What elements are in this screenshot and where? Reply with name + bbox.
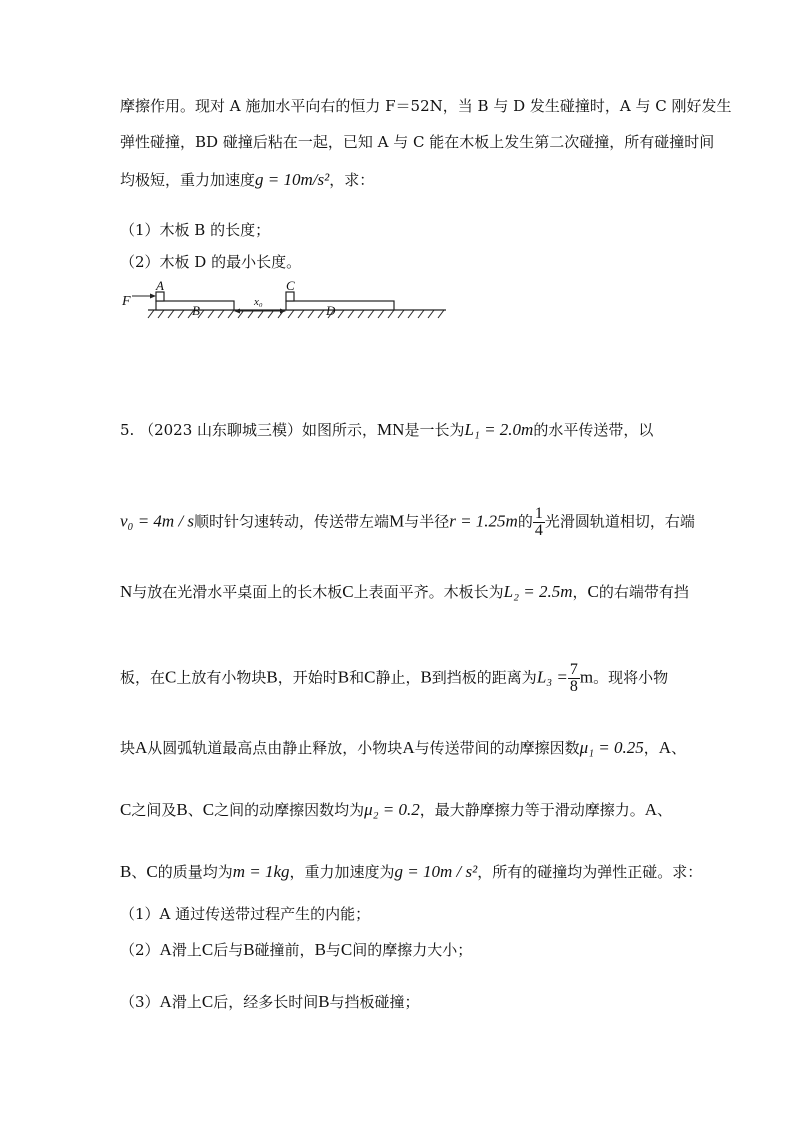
p5-line-5: 块A从圆弧轨道最高点由静止释放，小物块A与传送带间的动摩擦因数μ₁ = 0.25，A、 [120,738,687,757]
p5-line-2: v₀ = 4m / s顺时针匀速转动，传送带左端M与半径r = 1.25m的 $\frac{1}{4}$ 光滑圆轨道相切，右端 [120,505,695,539]
gravity-formula: g = 10m/s² [255,170,330,189]
l2-formula: L₂ = 2.5m [503,582,573,601]
seven-eighths-fraction: $\frac{7}{8}$ [569,661,578,695]
p4-line-1: 摩擦作用。现对 A 施加水平向右的恒力 F＝52N，当 B 与 D 发生碰撞时，A 与 C 刚好发生 [120,97,732,115]
p5-line-4: 板，在C上放有小物块B，开始时B和C静止，B到挡板的距离为L₃ = $\frac{7}{8}$ m。现将小物 [120,661,669,695]
p5-line-3: N与放在光滑水平桌面上的长木板C上表面平齐。木板长为L₂ = 2.5m，C的右端带有挡 [120,582,689,601]
label-f: F [122,294,131,309]
mu2-formula: μ₂ = 0.2 [364,800,420,819]
g-formula: g = 10m / s² [394,862,478,881]
p4-line-2: 弹性碰撞，BD 碰撞后粘在一起，已知 A 与 C 能在木板上发生第二次碰撞，所有碰撞时间 [120,133,715,151]
l3-formula: L₃ = [536,667,568,687]
p5-line-7: B、C的质量均为m = 1kg，重力加速度为g = 10m / s²，所有的碰撞均为弹性正碰。求： [120,862,703,881]
l1-formula: L₁ = 2.0m [464,420,534,439]
p4-line-3: 均极短，重力加速度g = 10m/s²，求： [120,170,375,189]
block-c [286,292,294,301]
label-x0: x₀ [254,296,263,308]
block-a [156,292,164,301]
p5-question-2: （2）A滑上C后与B碰撞前，B与C间的摩擦力大小； [120,940,473,959]
v0-formula: v₀ = 4m / s [120,511,195,531]
p4-question-2: （2）木板 D 的最小长度。 [120,253,302,271]
p5-line-1: 5. （2023 山东聊城三模）如图所示，MN是一长为L₁ = 2.0m的水平传送带，以 [120,420,654,439]
p5-line-6: C之间及B、C之间的动摩擦因数均为μ₂ = 0.2，最大静摩擦力等于滑动摩擦力。A、 [120,800,673,819]
board-diagram [120,278,450,328]
p5-question-3: （3）A滑上C后，经多长时间B与挡板碰撞； [120,992,420,1011]
board-d [286,301,394,310]
force-arrowhead [150,294,156,299]
label-c: C [286,278,295,293]
mu1-formula: μ₁ = 0.25 [579,738,644,757]
mass-formula: m = 1kg [232,862,290,881]
r-formula: r = 1.25m [449,511,518,531]
label-a: A [156,278,164,293]
label-d: D [326,303,336,318]
label-b: B [192,303,200,318]
quarter-fraction: $\frac{1}{4}$ [534,505,543,539]
p5-question-1: （1）A 通过传送带过程产生的内能； [120,905,371,923]
p4-question-1: （1）木板 B 的长度； [120,221,271,239]
